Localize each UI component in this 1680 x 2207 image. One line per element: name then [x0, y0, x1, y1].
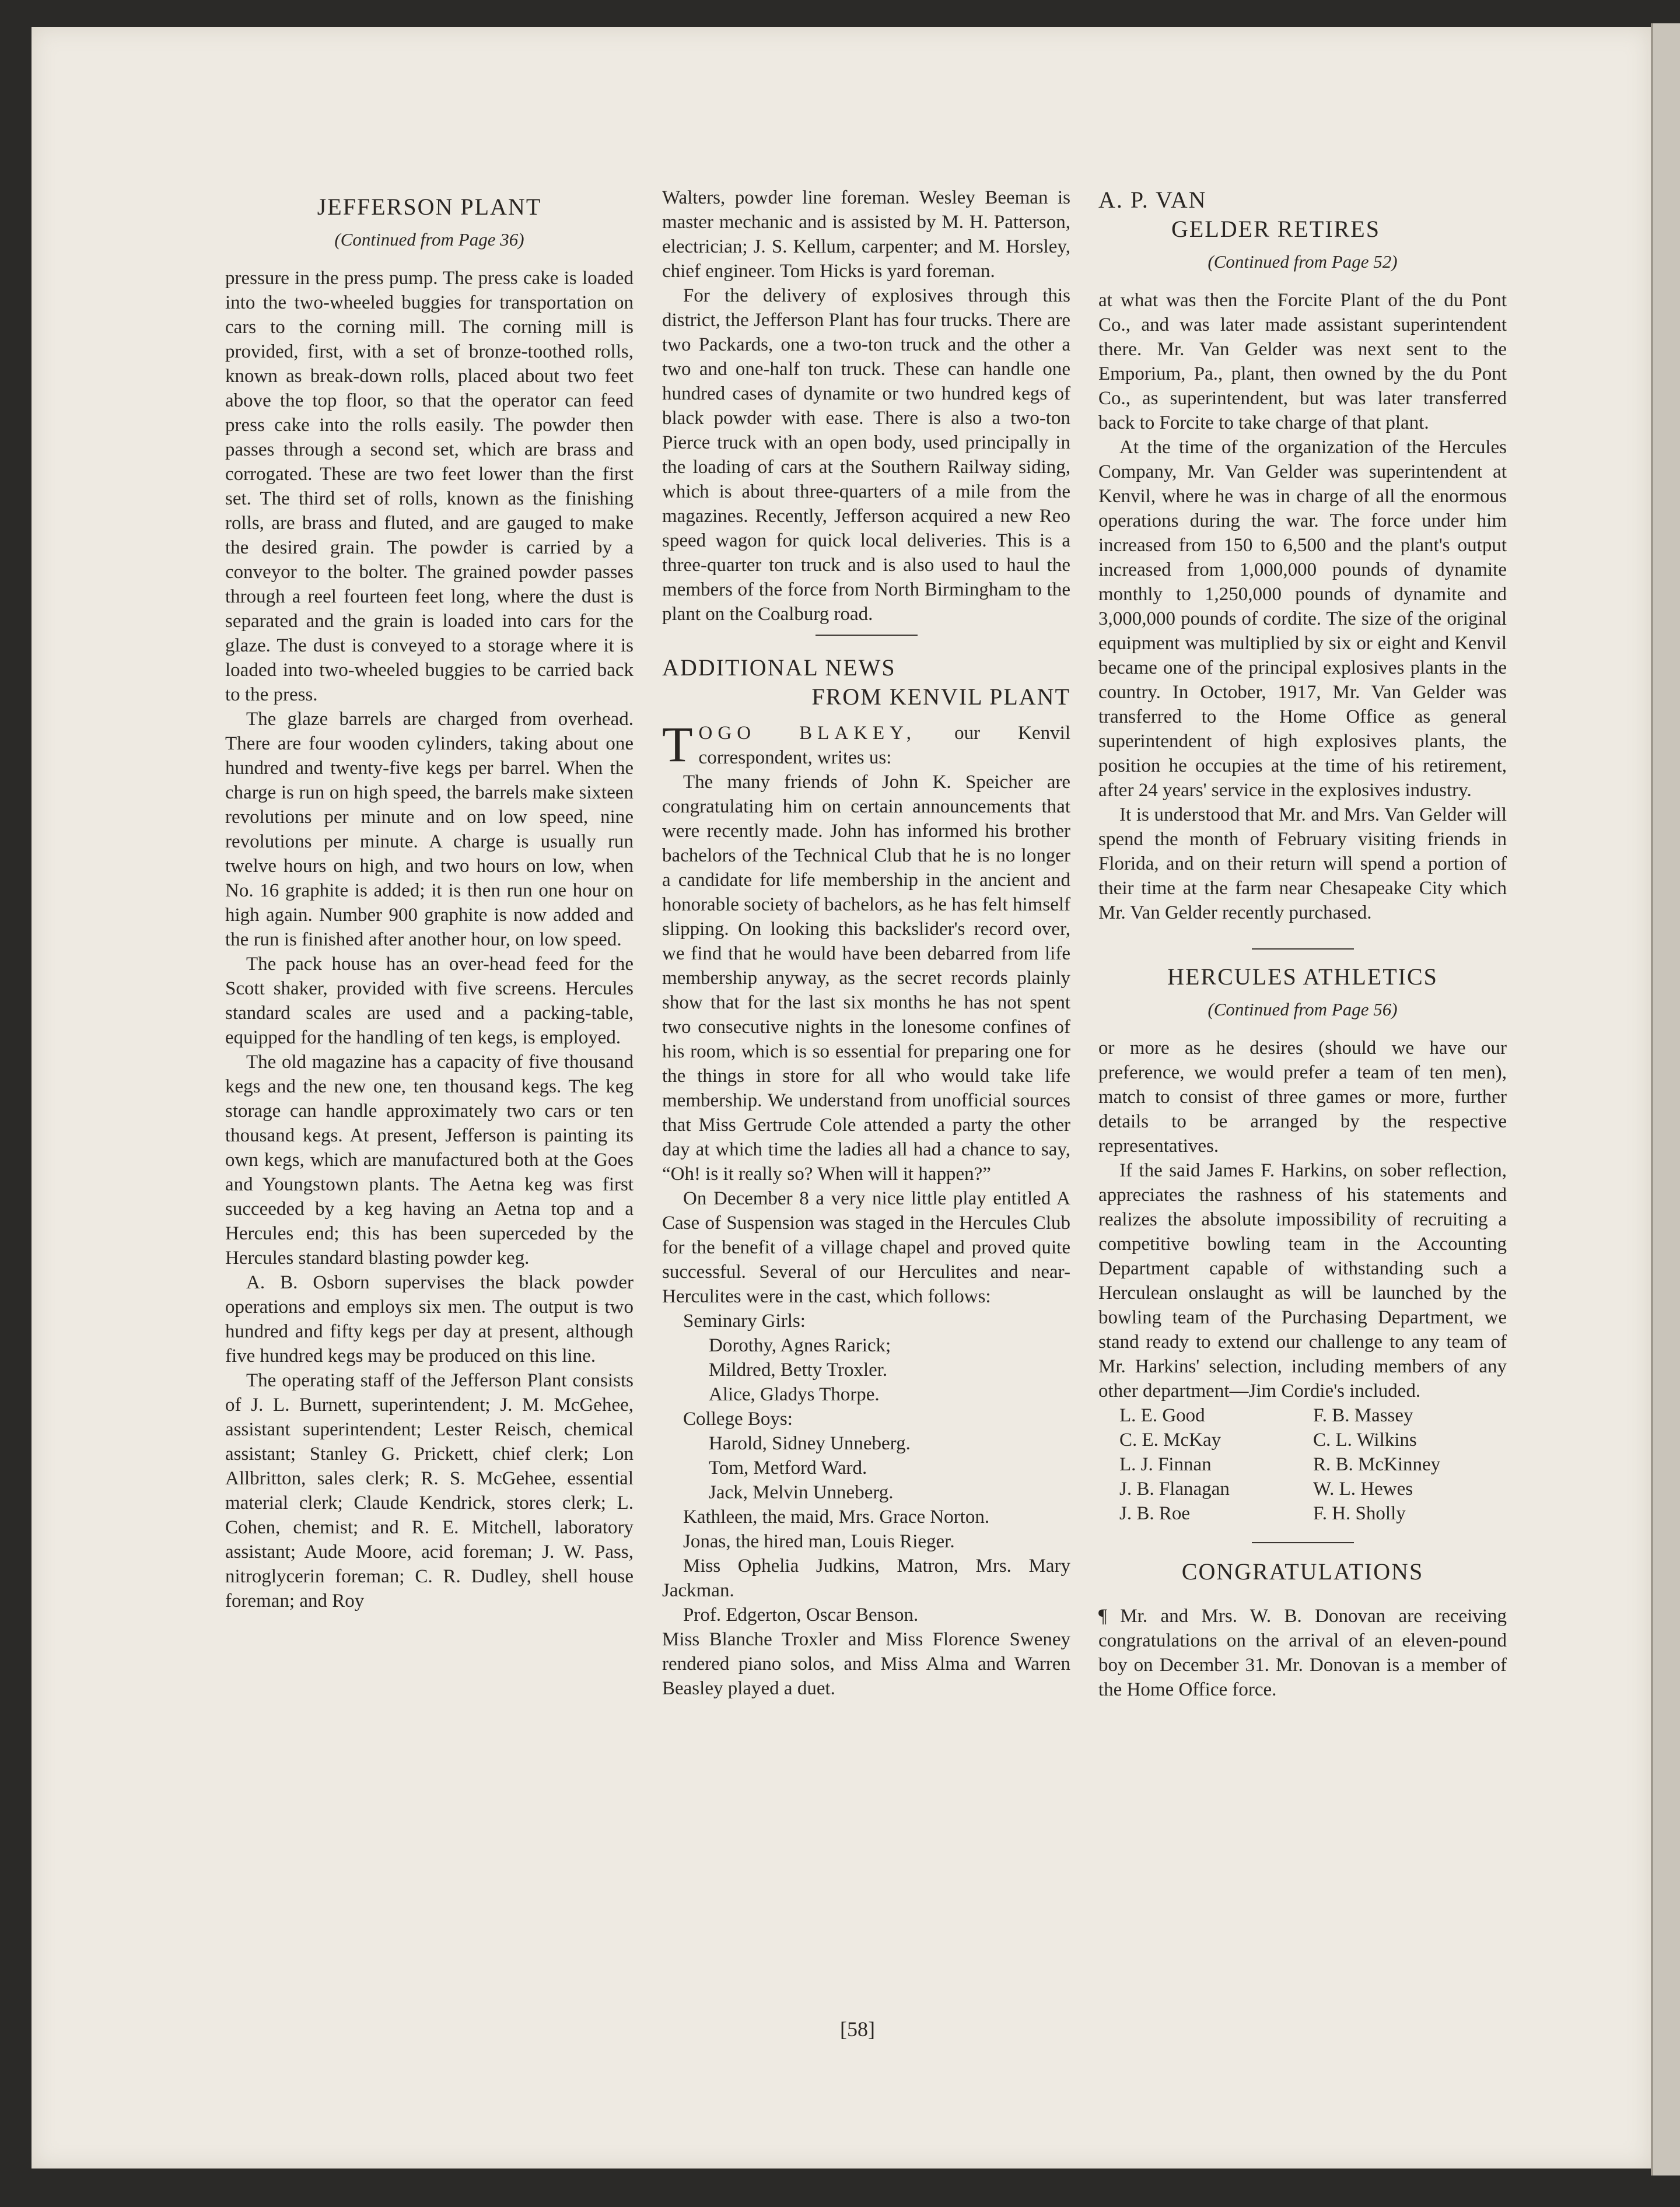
congratulations-heading: CONGRATULATIONS: [1181, 1558, 1424, 1585]
paragraph: The glaze barrels are charged from overhead. There are four wooden cylinders, taking about one hundred and twenty-five kegs per barrel. When the charge is run on high speed, the barrels make sixteen revolutions per minute and on low speed, nine revolutions per minute. A charge is usually run twelve hours on high, and two hours on low, when No. 16 graphite is added; it is then run one hour on high again. Number 900 graphite is now added and the run is finished after another hour, on low speed.: [225, 709, 634, 950]
paragraph: or more as he desires (should we have our preference, we would prefer a team of ten men), match to consist of three games or more, further details to be arranged by the respective representatives.: [1098, 1038, 1507, 1157]
paragraph: On December 8 a very nice little play entitled A Case of Suspension was staged in the Hercules Club for the benefit of a village chapel and proved quite successful. Several of our Herculites and near-Herculites were in the cast, which follows:: [662, 1188, 1070, 1307]
team-names-list: [1098, 1403, 1507, 1526]
paragraph: College Boys:: [683, 1409, 793, 1430]
paragraph: pressure in the press pump. The press cake is loaded into the two-wheeled buggies for transportation on cars to the corning mill. The corning mill is provided, first, with a set of bronze-toothed rolls, known as break-down rolls, placed about two feet above the top floor, so that the operator can feed press cake into the rolls easily. The powder then passes through a second set, which are brass and corrogated. These are two feet lower than the first set. The third set of rolls, known as the finishing rolls, are brass and fluted, and are gauged to make the desired grain. The powder is carried by a conveyor to the bolter. The grained powder passes through a reel fourteen feet long, where the dust is separated and the grain is loaded into cars for the glaze. The dust is conveyed to a storage where it is loaded into two-wheeled buggies to be carried back to the press.: [225, 268, 634, 705]
section-divider: [816, 635, 918, 636]
team-member-name: R. B. McKinney: [1313, 1454, 1441, 1475]
team-member-name: W. L. Hewes: [1313, 1479, 1413, 1500]
paragraph: If the said James F. Harkins, on sober reflection, appreciates the rashness of his statements and realizes the absolute impossibility of recruiting a competitive bowling team in the Accounting Department capable of withstanding such a Herculean onslaught as will be launched by the bowling team of the Purchasing Department, we stand ready to extend our challenge to any team of Mr. Harkins' selection, including members of any other department—Jim Cordie's included.: [1098, 1160, 1507, 1402]
paragraph: Alice, Gladys Thorpe.: [709, 1384, 880, 1405]
team-member-name: F. H. Sholly: [1313, 1503, 1406, 1524]
paragraph: Mildred, Betty Troxler.: [709, 1360, 888, 1381]
vangelder-heading-line1: A. P. VAN: [1098, 187, 1207, 213]
athletics-body: [1098, 1036, 1507, 1403]
team-member-name: L. E. Good: [1119, 1405, 1205, 1426]
team-member-name: C. L. Wilkins: [1313, 1430, 1417, 1451]
kenvil-heading-line1: ADDITIONAL NEWS: [662, 654, 896, 681]
team-member-name: F. B. Massey: [1313, 1405, 1413, 1426]
drop-cap: T: [662, 716, 693, 772]
vangelder-continued-note: (Continued from Page 52): [1208, 251, 1398, 272]
paragraph: Jack, Melvin Unneberg.: [709, 1482, 894, 1503]
jefferson-continued-note: (Continued from Page 36): [334, 229, 524, 250]
paragraph: Seminary Girls:: [683, 1311, 806, 1332]
jefferson-body: [225, 266, 634, 1613]
paragraph: A. B. Osborn supervises the black powder operations and employs six men. The output is two hundred and fifty kegs per day at present, although five hundred kegs may be produced on this line.: [225, 1272, 634, 1367]
lead-caps: OGO BLAKEY,: [698, 723, 916, 744]
paragraph: The pack house has an over-head feed for the Scott shaker, provided with five screens. Hercules standard scales are used and a packing-table, equipped for the handling of ten kegs, is employed.: [225, 954, 634, 1048]
congratulations-paragraph: [1098, 1604, 1507, 1702]
paragraph: At the time of the organization of the Hercules Company, Mr. Van Gelder was superintendent at Kenvil, where he was in charge of all the enormous operations during the war. The force under him increased from 150 to 6,500 and the plant's output increased from 1,000,000 pounds of dynamite monthly to 1,250,000 pounds of dynamite and 3,000,000 pounds of cordite. The size of the original equipment was multiplied by six or eight and Kenvil became one of the principal explosives plants in the country. In October, 1917, Mr. Van Gelder was transferred to the Home Office as general superintendent of high explosives plants, the position he occupies at the time of his retirement, after 24 years' service in the explosives industry.: [1098, 437, 1507, 801]
paragraph: Walters, powder line foreman. Wesley Beeman is master mechanic and is assisted by M. H. Patterson, electrician; J. S. Kellum, carpenter; and M. Horsley, chief engineer. Tom Hicks is yard foreman.: [662, 187, 1070, 282]
vangelder-body: [1098, 288, 1507, 925]
paragraph: at what was then the Forcite Plant of the du Pont Co., and was later made assistant superintendent there. Mr. Van Gelder was next sent to the Emporium, Pa., plant, then owned by the du Pont Co., as superintendent, but was later transferred back to Forcite to take charge of that plant.: [1098, 290, 1507, 433]
paragraph: Jonas, the hired man, Louis Rieger.: [683, 1531, 955, 1552]
paragraph: It is understood that Mr. and Mrs. Van Gelder will spend the month of February visiting friends in Florida, and on their return will spend a portion of their time at the farm near Chesapeake City which Mr. Van Gelder recently purchased.: [1098, 804, 1507, 923]
kenvil-heading-line2: FROM KENVIL PLANT: [811, 684, 1070, 710]
paragraph: Harold, Sidney Unneberg.: [709, 1433, 911, 1454]
column-1: [225, 192, 634, 1613]
column-2: [662, 185, 1070, 1701]
team-member-name: C. E. McKay: [1119, 1430, 1222, 1451]
paragraph: Miss Blanche Troxler and Miss Florence Sweney rendered piano solos, and Miss Alma and Warren Beasley played a duet.: [662, 1629, 1070, 1699]
kenvil-lead-paragraph: [662, 716, 1070, 772]
athletics-continued-note: (Continued from Page 56): [1208, 999, 1398, 1020]
paragraph: The old magazine has a capacity of five thousand kegs and the new one, ten thousand kegs. The keg storage can handle approximately two cars or ten thousand kegs. At present, Jefferson is painting its own kegs, which are manufactured both at the Goes and Youngstown plants. The Aetna keg was first succeeded by a keg having an Aetna top and a Hercules end; this has been superceded by the Hercules standard blasting powder keg.: [225, 1052, 634, 1269]
paragraph: Kathleen, the maid, Mrs. Grace Norton.: [683, 1507, 990, 1528]
paragraph: Dorothy, Agnes Rarick;: [709, 1335, 891, 1356]
paragraph-mark-icon: ¶: [1098, 1606, 1107, 1627]
paragraph: For the delivery of explosives through this district, the Jefferson Plant has four trucks. There are two Packards, one a two-ton truck and the other a two and one-half ton truck. These can handle one hundred cases of dynamite or two hundred kegs of black powder with ease. There is also a two-ton Pierce truck with an open body, used principally in the loading of cars at the Southern Railway siding, which is about three-quarters of a mile from the magazines. Recently, Jefferson acquired a new Reo speed wagon for quick local deliveries. This is a three-quarter ton truck and is also used to haul the members of the force from North Birmingham to the plant on the Coalburg road.: [662, 285, 1070, 625]
jefferson-plant-heading: JEFFERSON PLANT: [317, 194, 542, 220]
congratulations-text: Mr. and Mrs. W. B. Donovan are receiving congratulations on the arrival of an eleven-pound boy on December 31. Mr. Donovan is a member of the Home Office force.: [1098, 1606, 1507, 1700]
team-member-name: J. B. Roe: [1119, 1503, 1191, 1524]
vangelder-heading-line2: GELDER RETIRES: [1171, 216, 1380, 242]
page-number: [58]: [840, 2017, 875, 2041]
team-member-name: J. B. Flanagan: [1119, 1479, 1230, 1500]
lead-rest: our Kenvil correspondent, writes us:: [698, 723, 1070, 768]
paragraph: Prof. Edgerton, Oscar Benson.: [683, 1605, 919, 1626]
section-divider: [1252, 1542, 1354, 1543]
jefferson-body-continued: [662, 185, 1070, 626]
paragraph: The many friends of John K. Speicher are congratulating him on certain announcements that were recently made. John has informed his brother bachelors of the Technical Club that he is no longer a candidate for life membership in the ancient and honorable society of bachelors, as he has felt himself slipping. On looking this backslider's record over, we find that he would have been debarred from life membership anyway, as the secret records plainly show that for the last six months he has not spent two consecutive nights in the lonesome confines of his room, which is so essential for preparing one for the things in store for all who would take life membership. We understand from unofficial sources that Miss Gertrude Cole attended a party the other day at which time the ladies all had a chance to say, “Oh! is it really so? When will it happen?”: [662, 772, 1070, 1185]
paragraph: Miss Ophelia Judkins, Matron, Mrs. Mary Jackman.: [662, 1556, 1070, 1601]
paragraph: Tom, Metford Ward.: [709, 1458, 867, 1479]
team-member-name: L. J. Finnan: [1119, 1454, 1212, 1475]
athletics-heading: HERCULES ATHLETICS: [1167, 964, 1438, 990]
adjacent-page-edge: [1651, 23, 1680, 2176]
section-divider: [1252, 948, 1354, 950]
column-3: [1098, 185, 1507, 1702]
paragraph: The operating staff of the Jefferson Plant consists of J. L. Burnett, superintendent; J. M. McGehee, assistant superintendent; Lester Reisch, chemical assistant; Stanley G. Prickett, chief clerk; Lon Allbritton, sales clerk; R. S. McGehee, essential material clerk; Claude Kendrick, stores clerk; L. Cohen, chemist; and R. E. Mitchell, laboratory assistant; Aude Moore, acid foreman; J. W. Pass, nitroglycerin foreman; C. R. Dudley, shell house foreman; and Roy: [225, 1370, 634, 1612]
kenvil-body: [662, 770, 1070, 1701]
